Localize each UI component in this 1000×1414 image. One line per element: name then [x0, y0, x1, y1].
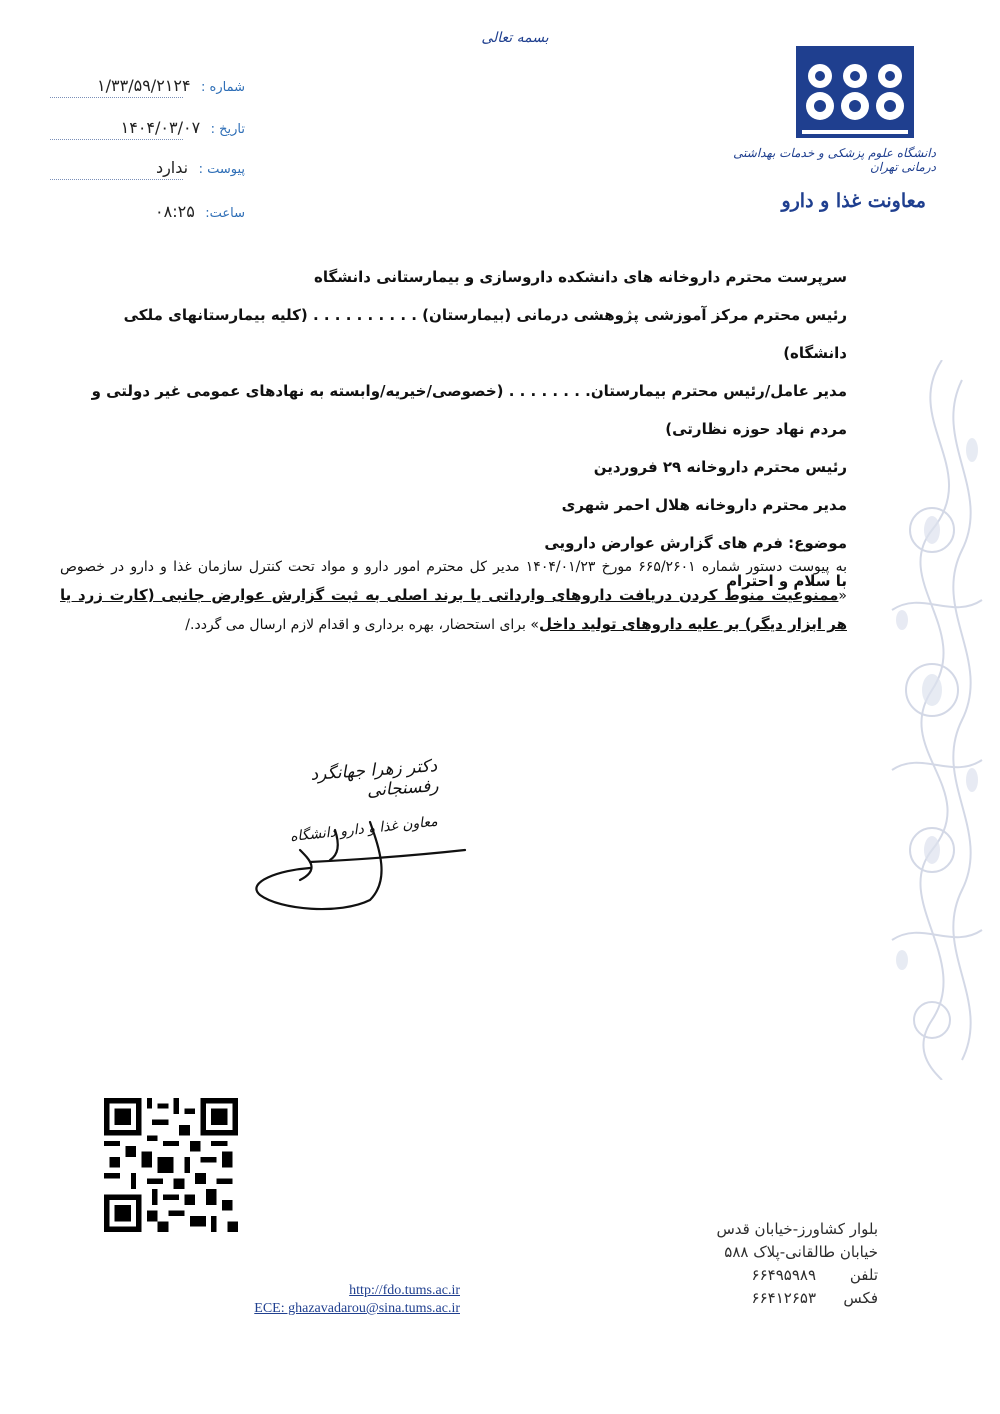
email-link[interactable]: ECE: ghazavadarou@sina.tums.ac.ir — [254, 1301, 460, 1316]
letter-time — [50, 202, 245, 228]
recipient-line: رئیس محترم مرکز آموزشی پژوهشی درمانی (بیمارستان) . . . . . . . . . . (کلیه بیمارستانهای ملکی دانشگاه) — [123, 306, 847, 362]
subject-line: موضوع: فرم های گزارش عوارض دارویی — [544, 534, 847, 552]
website-link[interactable]: http://fdo.tums.ac.ir — [349, 1283, 460, 1298]
signatory-title: معاون غذا و دارو دانشگاه — [289, 813, 439, 846]
letter-body — [60, 553, 847, 639]
letter-number-value: ۱/۳۳/۵۹/۲۱۲۴ — [97, 76, 191, 95]
recipient-line: رئیس محترم داروخانه ۲۹ فروردین — [593, 458, 847, 476]
university-name: دانشگاه علوم پزشکی و خدمات بهداشتی درمانی تهران — [733, 146, 936, 174]
letter-date-label: تاریخ : — [210, 122, 245, 137]
address-line: خیابان طالقانی-پلاک ۵۸۸ — [724, 1243, 878, 1261]
body-text-part2: » برای استحضار، بهره برداری و اقدام لازم ارسال می گردد./ — [185, 617, 539, 633]
letter-number — [50, 76, 245, 102]
footer-links — [205, 1282, 460, 1318]
qr-code-icon — [104, 1098, 238, 1232]
recipients-block — [60, 258, 847, 600]
recipient-line: سرپرست محترم داروخانه های دانشکده داروسازی و بیمارستانی دانشگاه — [314, 268, 847, 286]
letter-attachment-label: پیوست : — [198, 162, 245, 177]
fax-row — [660, 1287, 878, 1310]
recipient-line: مدیر عامل/رئیس محترم بیمارستان. . . . . . . . (خصوصی/خیریه/وابسته به نهادهای عمومی غیر دولتی و مردم نهاد حوزه نظارتی) — [91, 382, 847, 438]
university-logo-icon — [796, 46, 914, 138]
bismillah-heading: بسمه تعالی — [481, 30, 549, 46]
phone-label: تلفن — [849, 1266, 878, 1284]
department-name: معاونت غذا و دارو — [781, 190, 926, 212]
floral-ornament-icon — [872, 360, 1000, 1080]
letter-attachment — [50, 158, 245, 184]
signatory-name: دکتر زهرا جهانگرد رفسنجانی — [309, 756, 440, 802]
fax-value: ۶۶۴۱۲۶۵۳ — [751, 1289, 816, 1307]
dotted-line — [50, 179, 183, 180]
body-highlighted-phrase: ممنوعیت منوط کردن دریافت داروهای وارداتی یا برند اصلی به ثبت گزارش عوارض جانبی (کارت زرد یا هر ابزار دیگر) بر علیه داروهای تولید داخل — [60, 586, 847, 633]
letter-number-label: شماره : — [201, 80, 245, 95]
body-text-part1: به پیوست دستور شماره ۶۶۵/۲۶۰۱ مورخ ۱۴۰۴/۰۱/۲۳ مدیر کل محترم امور دارو و مواد تحت کنترل سازمان غذا و دارو در خصوص « — [60, 559, 847, 604]
dotted-line — [50, 139, 183, 140]
letter-time-label: ساعت: — [205, 206, 245, 221]
letter-attachment-value: ندارد — [155, 158, 189, 177]
recipient-line: مدیر محترم داروخانه هلال احمر شهری — [561, 496, 847, 514]
letter-date-value: ۱۴۰۴/۰۳/۰۷ — [120, 118, 201, 137]
address-line: بلوار کشاورز-خیابان قدس — [716, 1220, 878, 1238]
letter-date — [50, 118, 245, 144]
signature-scribble — [240, 790, 480, 920]
dotted-line — [50, 97, 183, 98]
fax-label: فکس — [843, 1289, 878, 1307]
phone-value: ۶۶۴۹۵۹۸۹ — [751, 1266, 816, 1284]
phone-row — [660, 1264, 878, 1287]
greeting-line: با سلام و احترام — [726, 572, 847, 590]
address-block — [660, 1218, 878, 1310]
letter-time-value: ۰۸:۲۵ — [155, 202, 195, 221]
